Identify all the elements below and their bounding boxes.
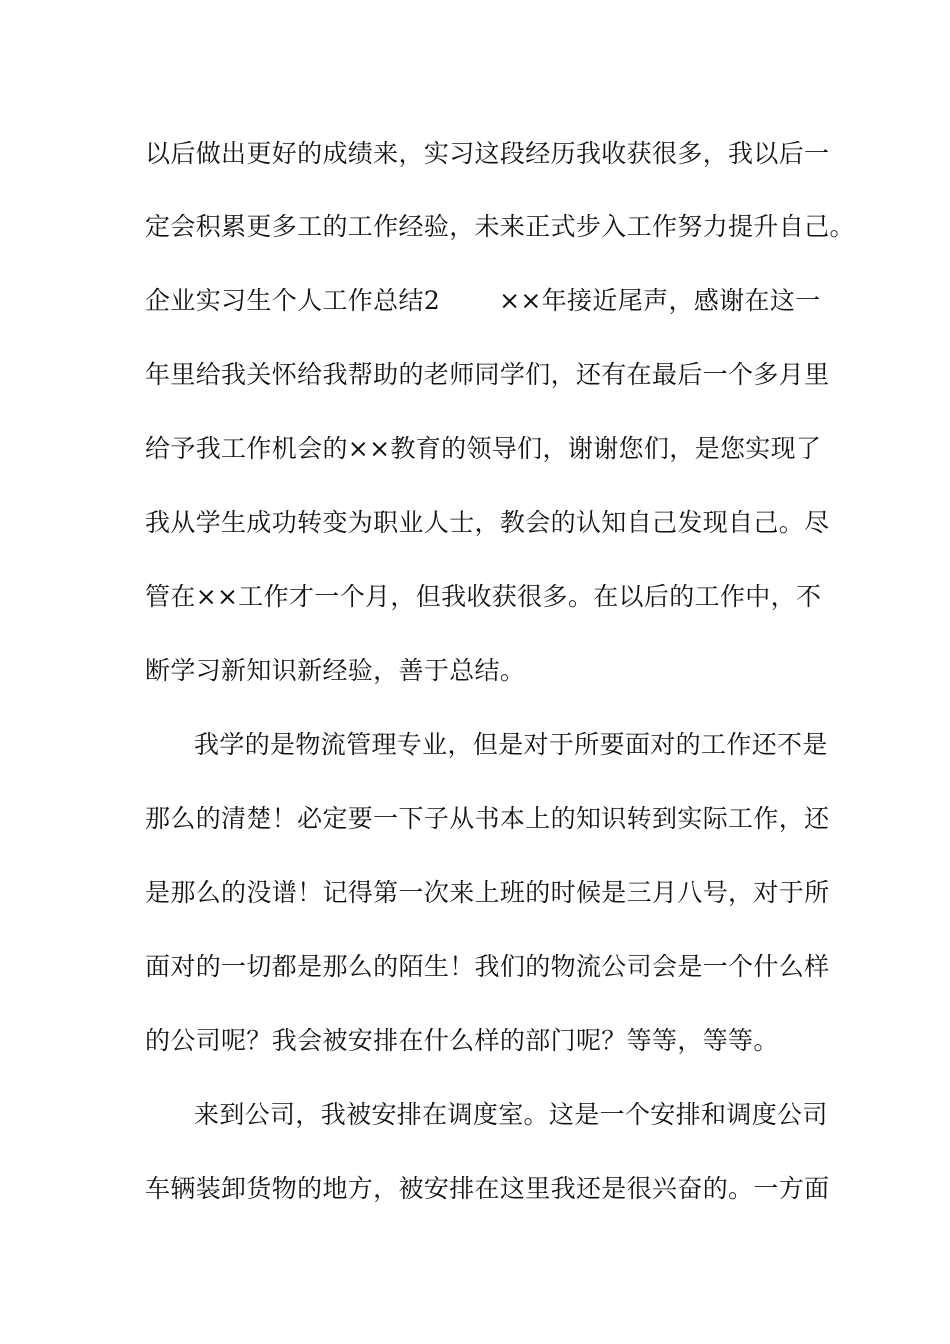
text-line-9: 我学的是物流管理专业，但是对于所要面对的工作还不是: [194, 730, 828, 759]
text-line-4: 年里给我关怀给我帮助的老师同学们，还有在最后一个多月里: [145, 360, 830, 389]
text-line-10: 那么的清楚！必定要一下子从书本上的知识转到实际工作，还: [145, 804, 830, 833]
text-line-12: 面对的一切都是那么的陌生！我们的物流公司会是一个什么样: [145, 952, 830, 981]
text-line-14: 来到公司，我被安排在调度室。这是一个安排和调度公司: [194, 1100, 828, 1129]
text-line-15: 车辆装卸货物的地方，被安排在这里我还是很兴奋的。一方面: [145, 1174, 830, 1203]
text-line-2: 定会积累更多工的工作经验，未来正式步入工作努力提升自己。: [145, 212, 855, 241]
text-line-5: 给予我工作机会的××教育的领导们，谢谢您们，是您实现了: [145, 434, 822, 463]
text-line-11: 是那么的没谱！记得第一次来上班的时候是三月八号，对于所: [145, 878, 830, 907]
text-line-13: 的公司呢？我会被安排在什么样的部门呢？等等，等等。: [145, 1026, 779, 1055]
text-line-3: 企业实习生个人工作总结2 ××年接近尾声，感谢在这一: [145, 286, 821, 315]
text-line-8: 断学习新知识新经验，善于总结。: [145, 656, 526, 685]
text-line-1: 以后做出更好的成绩来，实习这段经历我收获很多，我以后一: [145, 139, 830, 168]
text-line-7: 管在××工作才一个月，但我收获很多。在以后的工作中，不: [145, 582, 822, 611]
text-line-6: 我从学生成功转变为职业人士，教会的认知自己发现自己。尽: [145, 508, 830, 537]
